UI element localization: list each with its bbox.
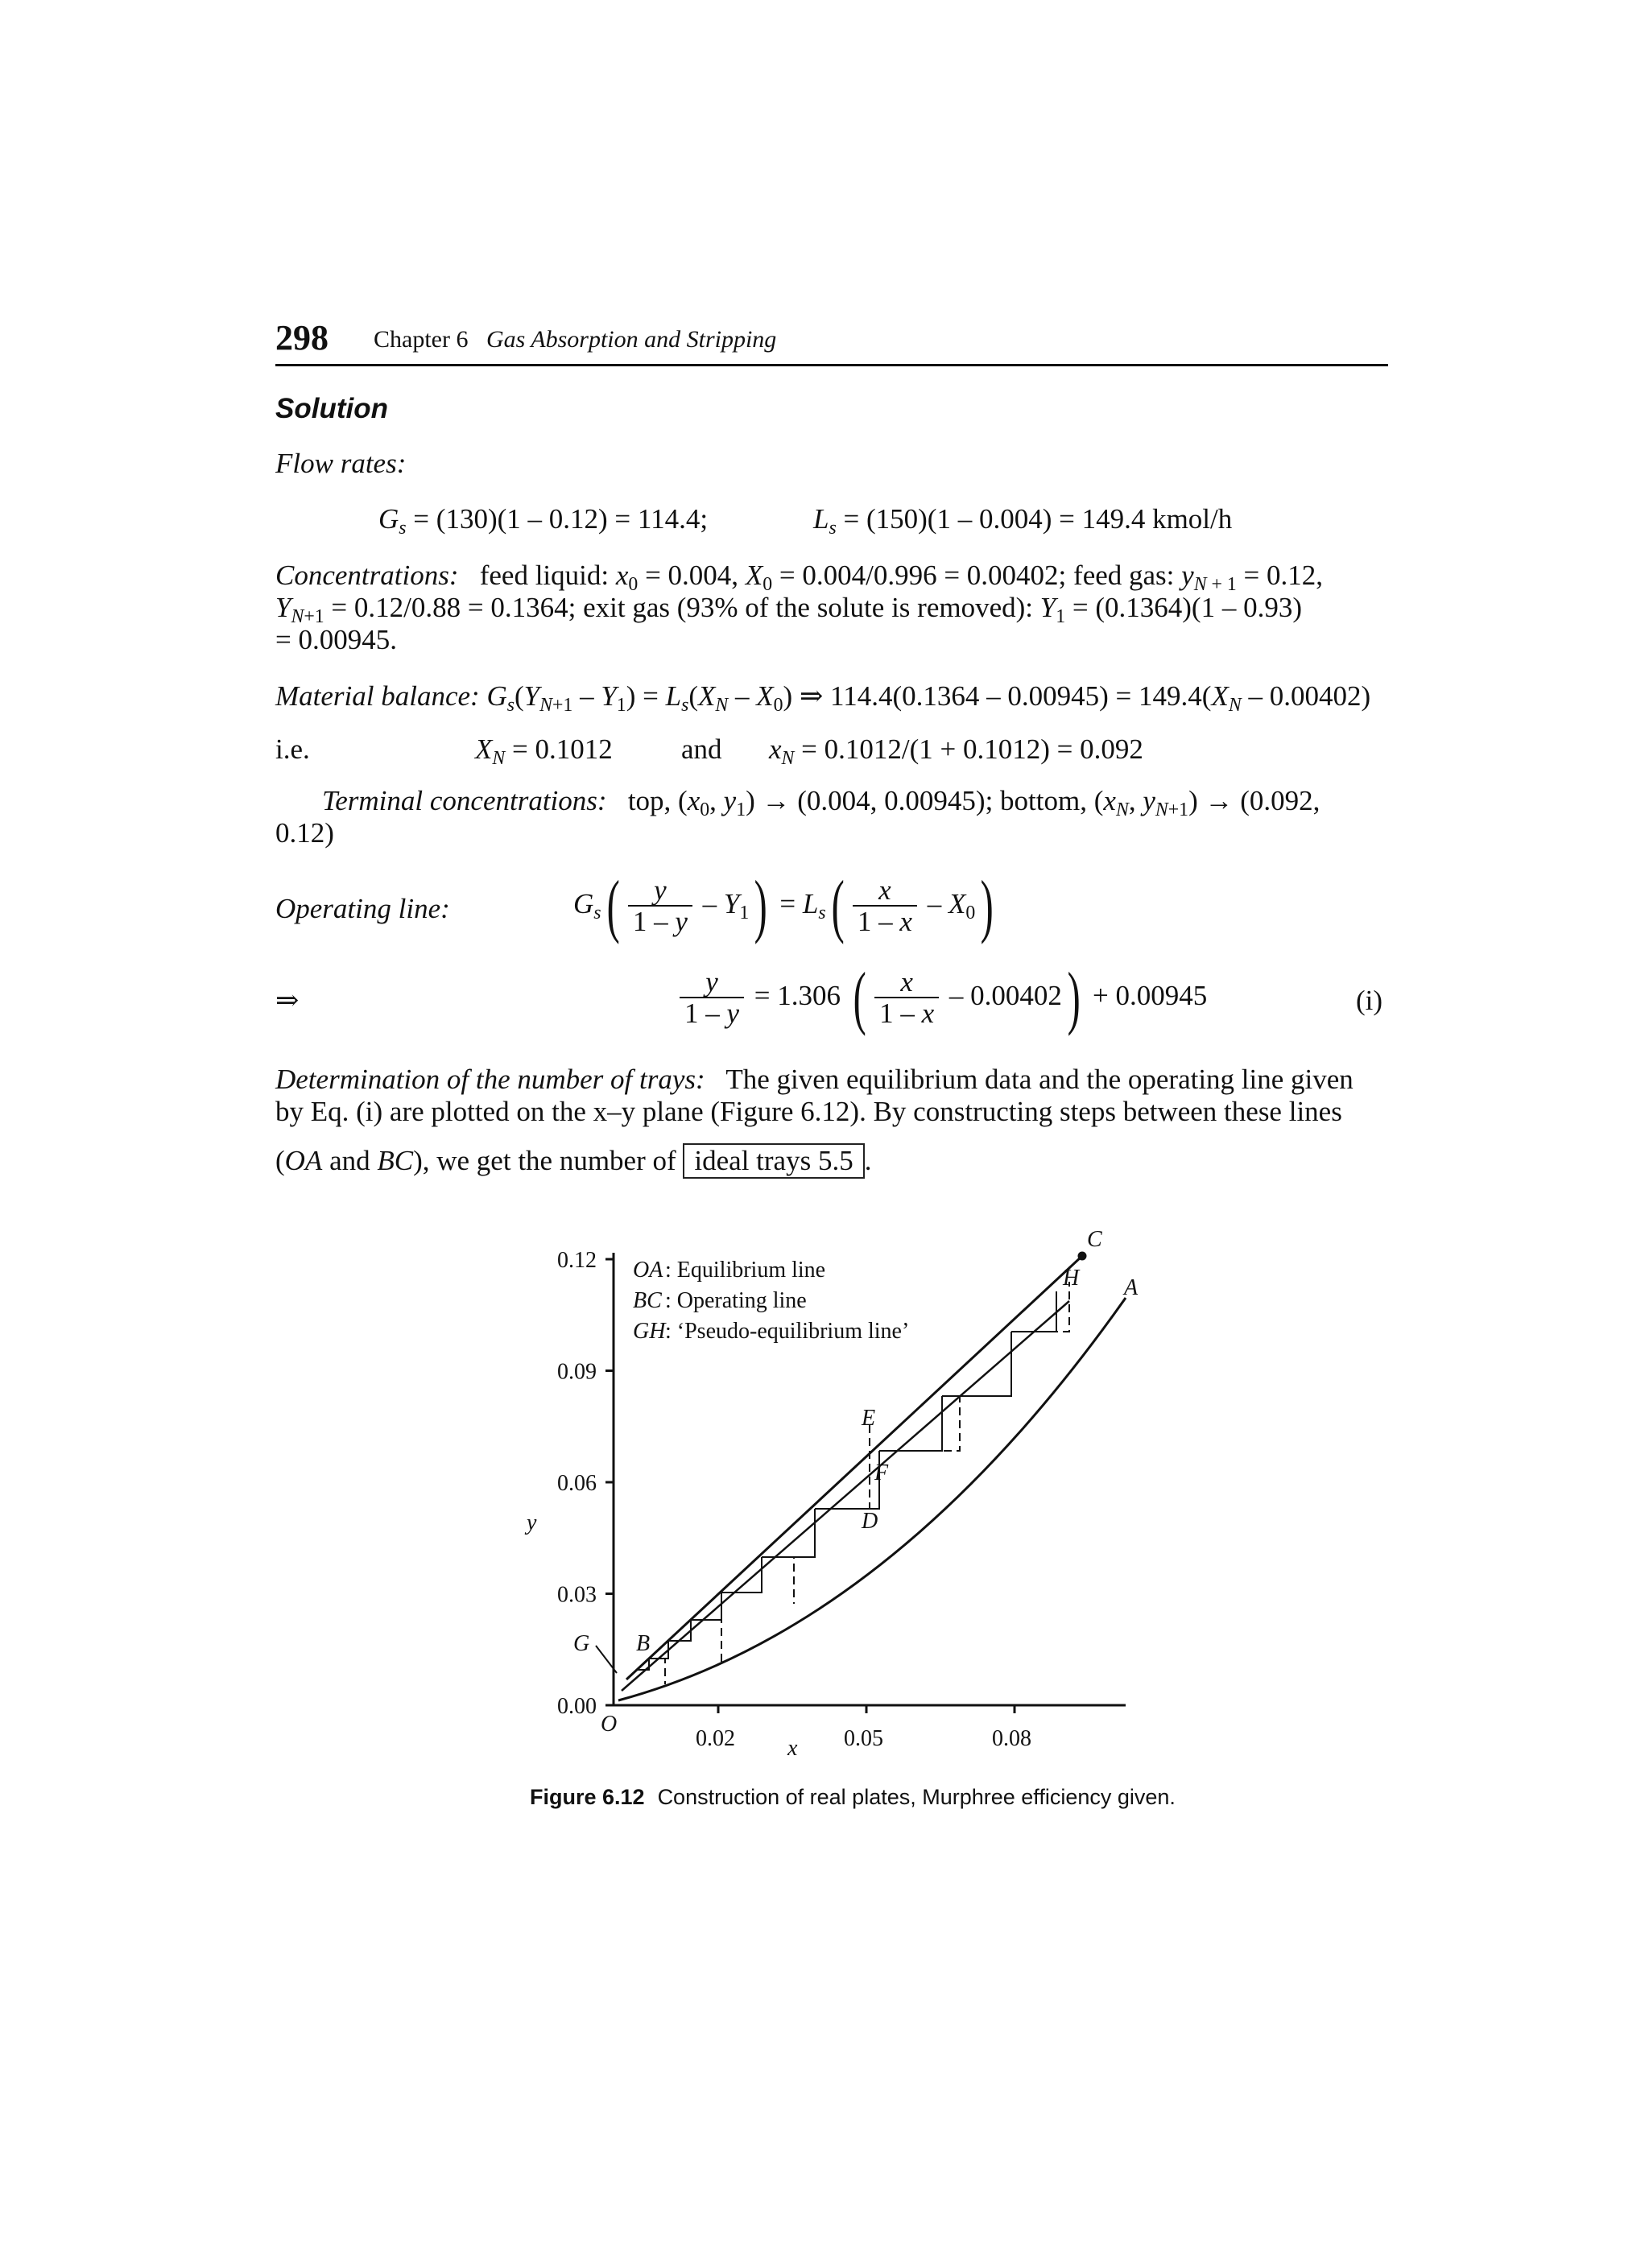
gs-equation: $G_s = (130)(1 - 0.12) = 114.4$;	[378, 503, 709, 539]
y-axis-label: y	[527, 1510, 537, 1535]
tray-step	[762, 1509, 815, 1557]
point-label-F: F	[874, 1460, 889, 1485]
point-label-A: A	[1124, 1275, 1139, 1300]
legend-key-GH: GH	[633, 1319, 666, 1344]
solution-heading: Solution	[275, 393, 388, 424]
concentrations-line-1: Concentrations: feed liquid: $x_0 = 0.004$, $X_0 = 0.004/0.996 = 0.00402$; feed gas: $y_N$ $_{+ 1}$ = 0.12,	[275, 560, 1324, 596]
and-label: and	[681, 733, 722, 765]
y-tick-label: 0.03	[557, 1582, 597, 1608]
chapter-title: Gas Absorption and Stripping	[486, 326, 777, 353]
xn-small-value: $x_N = 0.1012/(1 + 0.1012) = 0.092$	[769, 733, 1143, 770]
determination-line-1: Determination of the number of trays: The given equilibrium data and the operating line given	[275, 1064, 1354, 1095]
x-tick-label: 0.05	[844, 1726, 883, 1751]
figure-6-12	[515, 1224, 1143, 1771]
dashed-construction	[879, 1396, 960, 1451]
terminal-line: Terminal concentrations: top, ($x_0$, $y_1) \to (0.004$, 0.00945); bottom, ($x_N$, $y_{N+1}) \to (0.092$,	[322, 785, 1320, 821]
x-axis-label: x	[787, 1736, 798, 1761]
dashed-construction	[1011, 1282, 1069, 1332]
x-tick-label: 0.02	[696, 1726, 735, 1751]
equilibrium-line-OA	[618, 1298, 1126, 1700]
y-tick-label: 0.06	[557, 1471, 597, 1496]
determination-line-2: by Eq. (i) are plotted on the x–y plane (Figure 6.12). By constructing steps between these lines	[275, 1096, 1342, 1127]
determination-line-3: (OA and BC), we get the number of ideal trays 5.5 .	[275, 1143, 871, 1179]
legend-text-OA: : Equilibrium line	[665, 1258, 826, 1283]
flow-rates-label: Flow rates:	[275, 448, 407, 479]
figure-caption	[530, 1783, 1176, 1812]
pseudo-equilibrium-line-GH	[622, 1301, 1069, 1691]
point-label-E: E	[862, 1406, 876, 1431]
legend-text-BC: : Operating line	[665, 1288, 807, 1313]
page-number: 298	[275, 318, 329, 357]
tray-step	[879, 1396, 942, 1451]
ideal-trays-box: ideal trays 5.5	[683, 1143, 864, 1179]
concentrations-line-2: $Y_{N+1} = 0.12/0.88 = 0.1364$; exit gas (93% of the solute is removed): $Y_1 = (0.1364)(1 - 0.93)$	[275, 592, 1302, 628]
implies-arrow: ⇒	[275, 985, 300, 1016]
dashed-construction	[649, 1659, 665, 1684]
point-label-B: B	[636, 1631, 651, 1656]
tray-step	[942, 1332, 1011, 1396]
ls-equation: $L_s = (150)(1 - 0.004) = 149.4$ kmol/h	[813, 503, 1233, 539]
point-label-D: D	[862, 1509, 878, 1534]
point-label-O: O	[601, 1712, 618, 1737]
terminal-cont: 0.12)	[275, 817, 334, 849]
equation-number: (i)	[1356, 985, 1383, 1016]
y-tick-label: 0.12	[557, 1248, 597, 1273]
point-C-dot	[1079, 1253, 1085, 1259]
operating-line-rearranged: $\frac{y}{1 - y}$ = 1.306 ( $\frac{x}{1 - x}$ – 0.00402) + 0.00945	[676, 963, 1207, 1034]
operating-line-equation: $G_s$( $\frac{y}{1 - y}$ – $Y_1) = L_s$( $\frac{x}{1 - x}$ – $X_0$)	[573, 867, 994, 945]
caption-text: Construction of real plates, Murphree efficiency given.	[657, 1785, 1176, 1809]
point-label-G: G	[573, 1631, 590, 1656]
caption-label: Figure 6.12	[530, 1785, 645, 1809]
chapter-number: Chapter 6	[374, 326, 469, 353]
ie-label: i.e.	[275, 733, 310, 765]
chapter-label	[374, 324, 776, 356]
operating-line-label: Operating line:	[275, 893, 450, 924]
concentrations-line-3: = 0.00945.	[275, 624, 397, 655]
y-tick-label: 0.00	[557, 1694, 597, 1719]
legend-key-OA: OA	[633, 1258, 663, 1283]
x-tick-label: 0.08	[992, 1726, 1031, 1751]
y-tick-label: 0.09	[557, 1359, 597, 1385]
material-balance-line: Material balance: $G_s(Y_{N+1} - Y_1) = L_s(X_N - X_0)$ ⇒ $114.4(0.1364 - 0.00945) = 149.4(X_N - 0.00402)$	[275, 680, 1371, 717]
point-label-H: H	[1063, 1266, 1080, 1291]
point-label-C: C	[1087, 1227, 1102, 1252]
tray-step	[1011, 1291, 1056, 1332]
running-header	[275, 316, 1388, 366]
legend-key-BC: BC	[633, 1288, 662, 1313]
xn-value: $X_N = 0.1012$	[475, 733, 613, 770]
legend-text-GH: : ‘Pseudo-equilibrium line’	[665, 1319, 910, 1344]
